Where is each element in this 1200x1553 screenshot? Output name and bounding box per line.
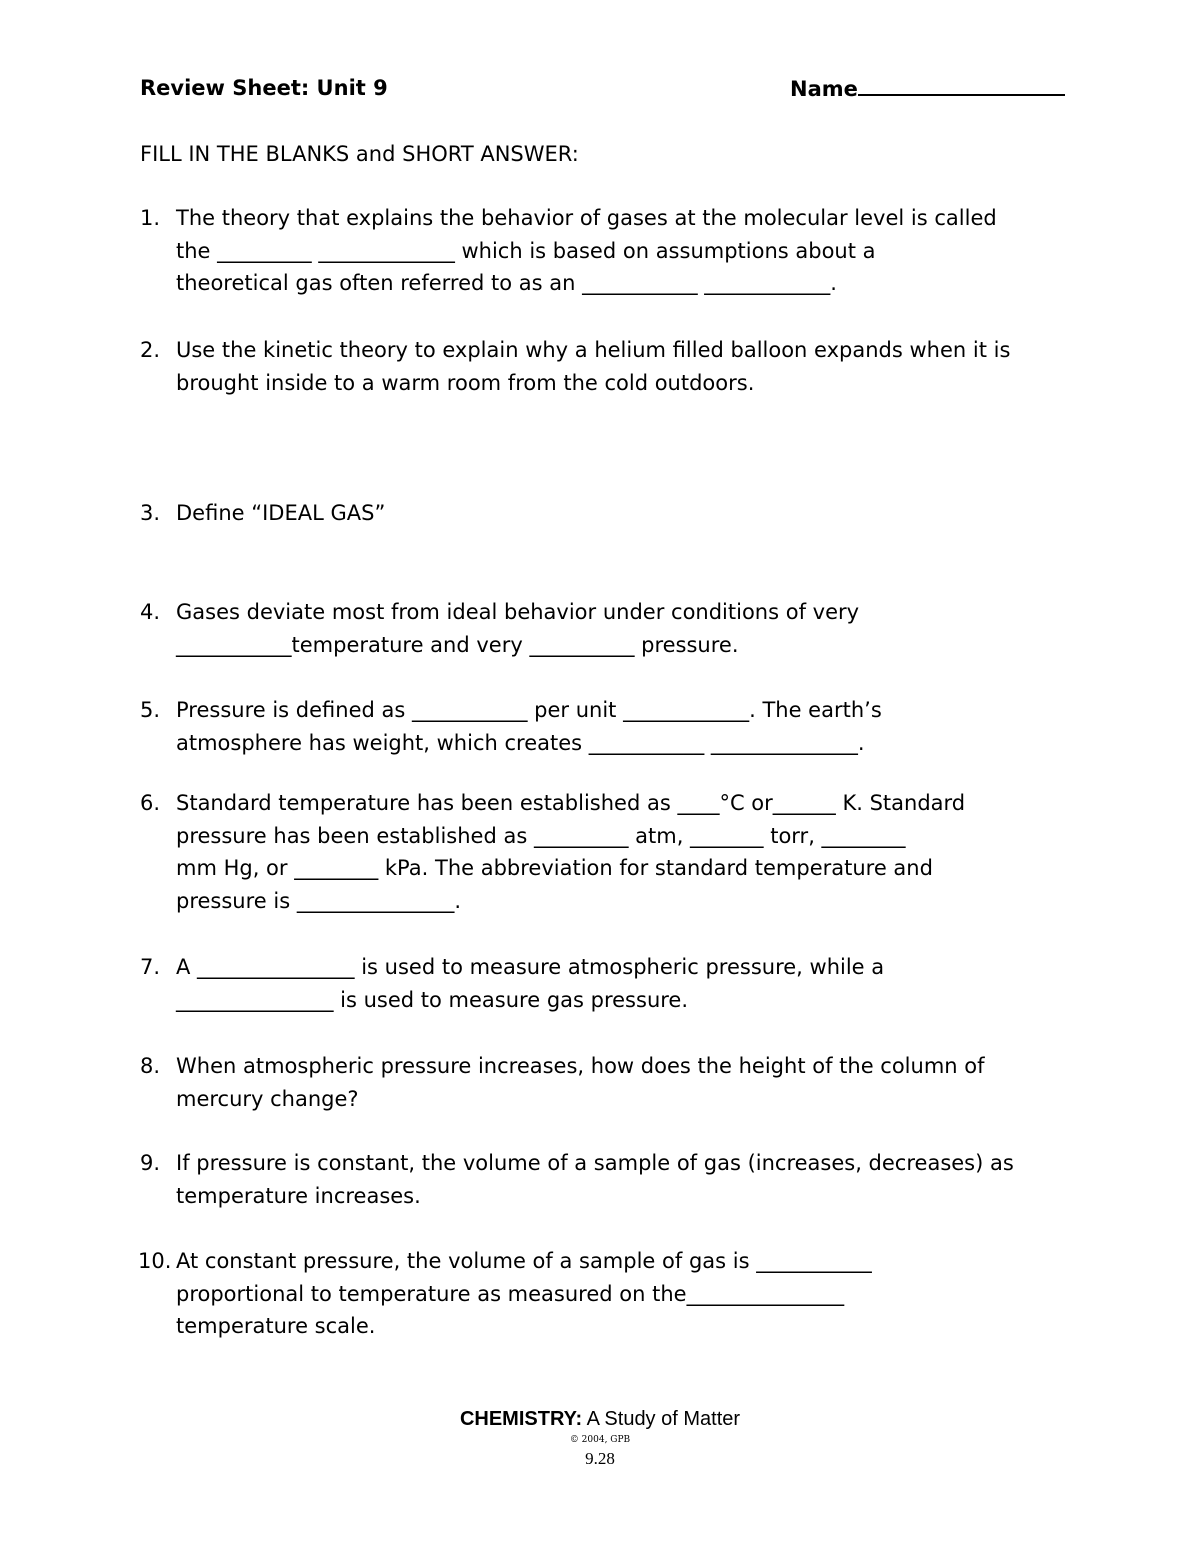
question-number: 3. — [140, 501, 161, 525]
question-line: If pressure is constant, the volume of a sample of gas (increases, decreases) as — [176, 1151, 1014, 1175]
footer-brand-bold: CHEMISTRY: — [459, 1408, 583, 1430]
instructions: FILL IN THE BLANKS and SHORT ANSWER: — [140, 142, 579, 166]
question-line: the _________ _____________ which is based on assumptions about a — [176, 238, 876, 263]
question-line: theoretical gas often referred to as an ___________ ____________. — [176, 271, 837, 296]
question-number: 8. — [140, 1054, 161, 1078]
question-text — [176, 951, 1075, 1016]
question-line: Standard temperature has been established as ____°C or______ K. Standard — [176, 791, 966, 815]
question-4 — [140, 596, 1075, 661]
question-line: pressure is _______________. — [176, 888, 462, 913]
page-header — [140, 74, 1060, 104]
question-line: mercury change? — [176, 1086, 359, 1111]
question-number: 5. — [140, 698, 161, 722]
question-6 — [140, 787, 1075, 917]
question-text — [176, 787, 1075, 917]
question-line: temperature increases. — [176, 1183, 421, 1208]
question-text — [176, 334, 1075, 399]
question-number: 10. — [138, 1249, 172, 1273]
question-line: _______________ is used to measure gas pressure. — [176, 987, 689, 1012]
question-line: When atmospheric pressure increases, how does the height of the column of — [176, 1054, 985, 1078]
question-line: The theory that explains the behavior of gases at the molecular level is called — [176, 206, 997, 230]
question-text — [176, 1147, 1075, 1212]
question-line: ___________temperature and very __________ pressure. — [176, 632, 739, 657]
question-number: 9. — [140, 1151, 161, 1175]
question-text — [176, 1245, 1075, 1343]
question-text — [176, 694, 1075, 759]
page-number: 9.28 — [585, 1449, 615, 1468]
question-3 — [140, 497, 1075, 530]
question-line: brought inside to a warm room from the cold outdoors. — [176, 370, 755, 395]
footer-brand-rest: A Study of Matter — [582, 1408, 741, 1430]
question-text — [176, 497, 1075, 530]
page-title: Review Sheet: Unit 9 — [140, 76, 388, 100]
question-line: A _______________ is used to measure atmospheric pressure, while a — [176, 955, 885, 979]
name-blank-line — [858, 74, 1065, 96]
question-7 — [140, 951, 1075, 1016]
name-field — [790, 74, 1065, 103]
question-2 — [140, 334, 1075, 399]
question-text — [176, 1050, 1075, 1115]
question-1 — [140, 202, 1075, 300]
question-line: proportional to temperature as measured on the_______________ — [176, 1281, 845, 1306]
question-line: Gases deviate most from ideal behavior under conditions of very — [176, 600, 860, 624]
question-line: pressure has been established as _________ atm, _______ torr, ________ — [176, 823, 906, 848]
question-text — [176, 202, 1075, 300]
question-8 — [140, 1050, 1075, 1115]
question-10 — [140, 1245, 1075, 1343]
question-number: 1. — [140, 206, 161, 230]
question-line: temperature scale. — [176, 1314, 376, 1339]
question-line: Pressure is defined as ___________ per unit ____________. The earth’s — [176, 698, 882, 722]
question-line: mm Hg, or ________ kPa. The abbreviation for standard temperature and — [176, 856, 933, 881]
question-9 — [140, 1147, 1075, 1212]
question-number: 7. — [140, 955, 161, 979]
question-line: At constant pressure, the volume of a sample of gas is ___________ — [176, 1249, 872, 1273]
question-number: 2. — [140, 338, 161, 362]
question-5 — [140, 694, 1075, 759]
question-number: 6. — [140, 791, 161, 815]
name-label: Name — [790, 77, 858, 101]
question-number: 4. — [140, 600, 161, 624]
question-line: Define “IDEAL GAS” — [176, 501, 386, 525]
footer-copyright: © 2004, GPB — [569, 1435, 631, 1445]
question-line: atmosphere has weight, which creates ___________ ______________. — [176, 730, 865, 755]
footer-brand — [0, 1405, 1200, 1433]
question-line: Use the kinetic theory to explain why a helium filled balloon expands when it is — [176, 338, 1011, 362]
question-text — [176, 596, 1075, 661]
